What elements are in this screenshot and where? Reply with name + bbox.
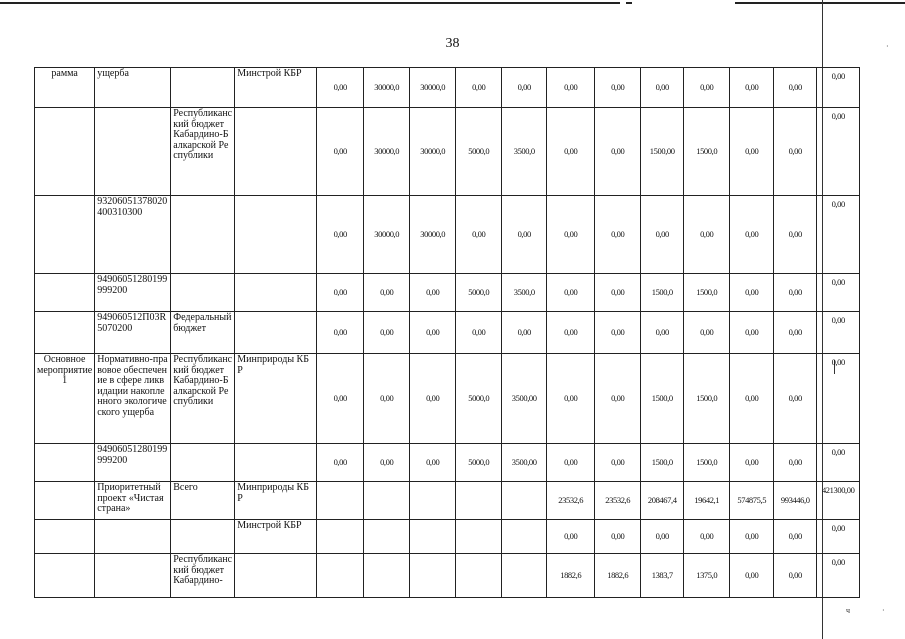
table-cell	[95, 554, 171, 598]
table-cell: 0,00	[502, 196, 547, 274]
table-cell: 0,00	[817, 68, 860, 108]
table-cell: 30000,0	[410, 108, 456, 196]
page-number: 38	[445, 36, 460, 51]
table-cell: 0,00	[730, 108, 774, 196]
table-cell	[456, 482, 502, 520]
table-cell: 30000,0	[364, 108, 410, 196]
top-rule-left	[0, 2, 620, 4]
table-cell: 0,00	[595, 444, 641, 482]
table-cell: 0,00	[817, 444, 860, 482]
table-row	[35, 354, 860, 444]
table-cell: Республиканский бюджет Кабардино-Балкарской Республики	[171, 108, 235, 196]
table-row	[35, 444, 860, 482]
table-cell: Минприроды КБР	[235, 482, 317, 520]
table-cell: 94906051280199999200	[95, 274, 171, 312]
table-cell: 0,00	[547, 274, 595, 312]
table-cell: 0,00	[730, 274, 774, 312]
table-cell: 0,00	[684, 68, 730, 108]
scan-dot: ч	[846, 606, 851, 615]
table-cell	[317, 482, 364, 520]
table-cell: 0,00	[595, 68, 641, 108]
table-cell: 5000,0	[456, 108, 502, 196]
table-cell: 1375,0	[684, 554, 730, 598]
table-cell: 0,00	[547, 312, 595, 354]
table-cell: 0,00	[641, 68, 684, 108]
table-cell	[235, 312, 317, 354]
table-cell: 19642,1	[684, 482, 730, 520]
table-cell	[364, 520, 410, 554]
table-cell	[235, 554, 317, 598]
table-cell: 0,00	[774, 354, 817, 444]
table-cell: 0,00	[456, 68, 502, 108]
table-cell	[502, 482, 547, 520]
table-cell	[235, 444, 317, 482]
table-cell: 5000,0	[456, 444, 502, 482]
table-cell: 0,00	[547, 520, 595, 554]
table-cell: 0,00	[317, 354, 364, 444]
table-cell: 1500,0	[641, 274, 684, 312]
table-cell	[35, 108, 95, 196]
scan-dot: ·	[882, 606, 885, 615]
table-cell: 0,00	[547, 196, 595, 274]
table-cell	[456, 520, 502, 554]
top-rule-dash	[626, 2, 632, 4]
table-cell: 0,00	[641, 520, 684, 554]
table-cell: 23532,6	[595, 482, 641, 520]
table-cell: 0,00	[595, 274, 641, 312]
table-cell	[95, 108, 171, 196]
table-cell	[235, 274, 317, 312]
table-cell: 0,00	[595, 196, 641, 274]
table-cell: 0,00	[774, 68, 817, 108]
table-cell: 0,00	[547, 68, 595, 108]
table-cell: 3500,00	[502, 444, 547, 482]
table-cell: 0,00	[410, 274, 456, 312]
table-cell: 0,00	[730, 312, 774, 354]
table-cell: 574875,5	[730, 482, 774, 520]
table-cell: 0,00	[547, 354, 595, 444]
table-cell: 0,00	[502, 68, 547, 108]
table-cell: 5000,0	[456, 274, 502, 312]
table-cell	[171, 196, 235, 274]
table-cell: 0,00	[641, 312, 684, 354]
table-cell: 0,00	[817, 274, 860, 312]
table-row	[35, 312, 860, 354]
table-cell: 3500,0	[502, 108, 547, 196]
table-cell: 0,00	[317, 274, 364, 312]
table-cell	[35, 196, 95, 274]
table-cell: 0,00	[774, 274, 817, 312]
table-cell	[502, 554, 547, 598]
table-cell: 0,00	[410, 354, 456, 444]
table-cell	[35, 274, 95, 312]
top-rule-right	[735, 2, 905, 4]
table-cell	[410, 482, 456, 520]
table-cell	[171, 520, 235, 554]
table-cell: 0,00	[502, 312, 547, 354]
table-cell: 0,00	[364, 444, 410, 482]
table-cell: 0,00	[817, 520, 860, 554]
table-cell: 5000,0	[456, 354, 502, 444]
table-cell: 0,00	[730, 520, 774, 554]
table-cell: Республиканский бюджет Кабардино-	[171, 554, 235, 598]
table-cell: 949060512П03R5070200	[95, 312, 171, 354]
table-cell: 0,00	[641, 196, 684, 274]
table-cell: 0,00	[774, 196, 817, 274]
table-cell: 1500,0	[641, 354, 684, 444]
table-cell: 0,00	[730, 196, 774, 274]
table-row	[35, 274, 860, 312]
table-row	[35, 196, 860, 274]
table-row	[35, 108, 860, 196]
table-cell: Федеральный бюджет	[171, 312, 235, 354]
table-cell: 0,00	[456, 312, 502, 354]
table-cell: 0,00	[547, 444, 595, 482]
table-cell	[502, 520, 547, 554]
table-cell	[364, 554, 410, 598]
table-row	[35, 68, 860, 108]
scan-dot: ·	[886, 42, 889, 51]
table-cell: 0,00	[774, 108, 817, 196]
table-cell: Минприроды КБР	[235, 354, 317, 444]
table-cell	[317, 520, 364, 554]
table-cell: 94906051280199999200	[95, 444, 171, 482]
table-cell: 0,00	[684, 196, 730, 274]
table-cell: 30000,0	[410, 196, 456, 274]
table-cell: 0,00	[317, 196, 364, 274]
table-cell	[35, 444, 95, 482]
table-cell: 1500,0	[684, 108, 730, 196]
table-cell: 0,00	[684, 312, 730, 354]
table-cell: 0,00	[317, 108, 364, 196]
table-cell	[456, 554, 502, 598]
table-cell: 0,00	[817, 554, 860, 598]
table-cell	[35, 520, 95, 554]
table-cell	[35, 554, 95, 598]
table-cell: 0,00	[547, 108, 595, 196]
table-cell: 0,00	[317, 444, 364, 482]
table-cell: 0,00	[817, 312, 860, 354]
table-cell	[35, 482, 95, 520]
table-body	[35, 68, 860, 598]
table-cell: 0,00	[774, 554, 817, 598]
table-cell	[171, 68, 235, 108]
table-cell: 0,00	[730, 68, 774, 108]
table-cell: 0,00	[410, 312, 456, 354]
table-cell: 0,00	[774, 520, 817, 554]
table-row	[35, 554, 860, 598]
table-cell: 0,00	[364, 274, 410, 312]
table-cell: 1500,0	[684, 444, 730, 482]
table-cell: 0,00	[774, 444, 817, 482]
table-cell: 0,00	[317, 312, 364, 354]
table-cell: 993446,0	[774, 482, 817, 520]
table-cell: 0,00	[595, 354, 641, 444]
table-cell: 0,00	[410, 444, 456, 482]
table-cell: 0,00	[774, 312, 817, 354]
budget-table	[34, 67, 860, 598]
table-cell	[171, 274, 235, 312]
table-cell: 1500,0	[684, 354, 730, 444]
table-cell: Минстрой КБР	[235, 68, 317, 108]
table-cell: 0,00	[364, 354, 410, 444]
table-cell: 0,00	[730, 554, 774, 598]
table-cell: 1882,6	[547, 554, 595, 598]
table-cell: 0,00	[595, 312, 641, 354]
table-cell: Нормативно-правовое обеспечение в сфере ликвидации накопленного экологического ущерба	[95, 354, 171, 444]
table-cell: 1500,00	[641, 108, 684, 196]
table-cell: 30000,0	[410, 68, 456, 108]
table-cell: 0,00	[595, 520, 641, 554]
table-cell	[410, 520, 456, 554]
table-row	[35, 520, 860, 554]
table-cell: 0,00	[317, 68, 364, 108]
table-cell: Приоритетный проект «Чистая страна»	[95, 482, 171, 520]
table-cell: 1500,0	[684, 274, 730, 312]
table-cell	[235, 108, 317, 196]
table-cell: 0,00	[595, 108, 641, 196]
table-cell	[235, 196, 317, 274]
table-cell: 421300,00	[817, 482, 860, 520]
table-cell: 0,00	[364, 312, 410, 354]
table-cell	[410, 554, 456, 598]
table-cell	[171, 444, 235, 482]
table-cell: 30000,0	[364, 68, 410, 108]
table-cell: Основное мероприятие 1	[35, 354, 95, 444]
table-cell: 3500,0	[502, 274, 547, 312]
table-cell: ущерба	[95, 68, 171, 108]
table-row	[35, 482, 860, 520]
table-cell: 0,00	[684, 520, 730, 554]
table-cell	[95, 520, 171, 554]
table-cell: 1882,6	[595, 554, 641, 598]
table-cell: рамма	[35, 68, 95, 108]
table-cell: 3500,00	[502, 354, 547, 444]
table-cell: 0,00	[456, 196, 502, 274]
table-cell: 1383,7	[641, 554, 684, 598]
table-cell: 0,00	[817, 354, 860, 444]
table-cell: Республиканский бюджет Кабардино-Балкарской Республики	[171, 354, 235, 444]
table-cell: 1500,0	[641, 444, 684, 482]
table-cell: 208467,4	[641, 482, 684, 520]
table-cell: 0,00	[817, 196, 860, 274]
table-cell: 0,00	[730, 354, 774, 444]
table-cell: Минстрой КБР	[235, 520, 317, 554]
table-cell: 0,00	[730, 444, 774, 482]
table-cell: 0,00	[817, 108, 860, 196]
table-cell	[35, 312, 95, 354]
table-cell: 30000,0	[364, 196, 410, 274]
table-cell: 23532,6	[547, 482, 595, 520]
table-cell	[364, 482, 410, 520]
table-cell: 93206051378020400310300	[95, 196, 171, 274]
table-cell	[317, 554, 364, 598]
table-cell: Всего	[171, 482, 235, 520]
